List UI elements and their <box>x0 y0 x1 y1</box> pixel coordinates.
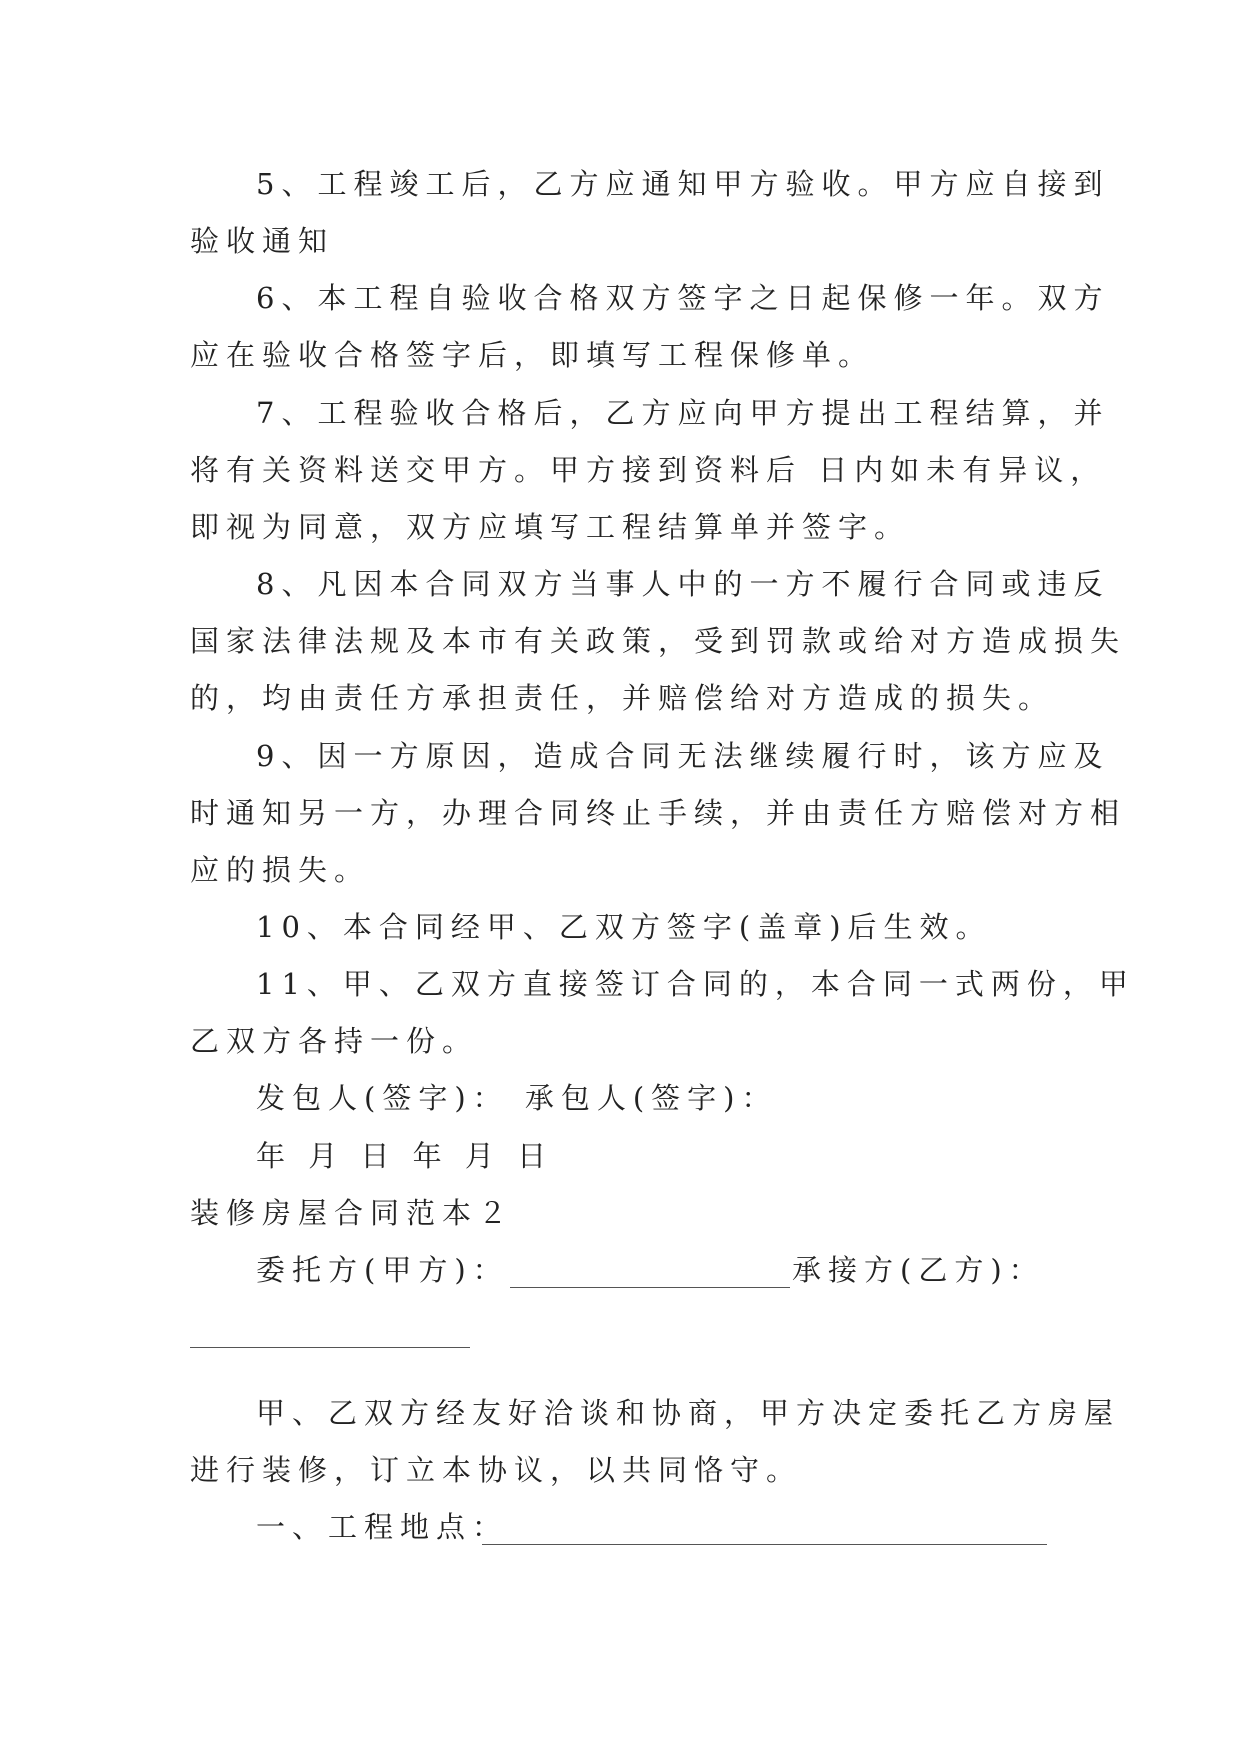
contractor-party-label: 承接方(乙方)： <box>792 1253 1045 1287</box>
client-party-label: 委托方(甲方)： <box>256 1253 509 1287</box>
clause-8-line-3: 的，均由责任方承担责任，并赔偿给对方造成的损失。 <box>190 681 1055 715</box>
clause-5-line-1: 5、工程竣工后，乙方应通知甲方验收。甲方应自接到 <box>256 167 1110 201</box>
date-line: 年 月 日 年 月 日 <box>256 1139 554 1173</box>
clause-9-line-2: 时通知另一方，办理合同终止手续，并由责任方赔偿对方相 <box>190 796 1127 830</box>
agreement-intro-line-1: 甲、乙双方经友好洽谈和协商，甲方决定委托乙方房屋 <box>256 1396 1121 1430</box>
clause-8-line-2: 国家法律法规及本市有关政策，受到罚款或给对方造成损失 <box>190 624 1127 658</box>
signature-line: 发包人(签字)： 承包人(签字)： <box>256 1081 778 1115</box>
clause-9-line-3: 应的损失。 <box>190 853 371 887</box>
clause-7-line-2: 将有关资料送交甲方。甲方接到资料后 日内如未有异议， <box>190 453 1107 487</box>
clause-7-line-1: 7、工程验收合格后，乙方应向甲方提出工程结算，并 <box>256 396 1110 430</box>
clause-11-line-2: 乙双方各持一份。 <box>190 1024 479 1058</box>
clause-6-line-2: 应在验收合格签字后，即填写工程保修单。 <box>190 338 875 372</box>
client-party-blank <box>510 1287 790 1288</box>
contractor-party-blank <box>190 1347 470 1348</box>
clause-7-line-3: 即视为同意，双方应填写工程结算单并签字。 <box>190 510 911 544</box>
clause-10-line-1: 10、本合同经甲、乙双方签字(盖章)后生效。 <box>256 910 992 944</box>
clause-11-line-1: 11、甲、乙双方直接签订合同的，本合同一式两份，甲 <box>256 967 1135 1001</box>
clause-8-line-1: 8、凡因本合同双方当事人中的一方不履行合同或违反 <box>256 567 1110 601</box>
project-location-blank <box>482 1544 1047 1545</box>
clause-5-line-2: 验收通知 <box>190 224 335 258</box>
project-location-label: 一、工程地点： <box>256 1510 509 1544</box>
section-title: 装修房屋合同范本２ <box>190 1196 515 1230</box>
agreement-intro-line-2: 进行装修，订立本协议，以共同恪守。 <box>190 1453 803 1487</box>
clause-6-line-1: 6、本工程自验收合格双方签字之日起保修一年。双方 <box>256 281 1110 315</box>
clause-9-line-1: 9、因一方原因，造成合同无法继续履行时，该方应及 <box>256 739 1110 773</box>
